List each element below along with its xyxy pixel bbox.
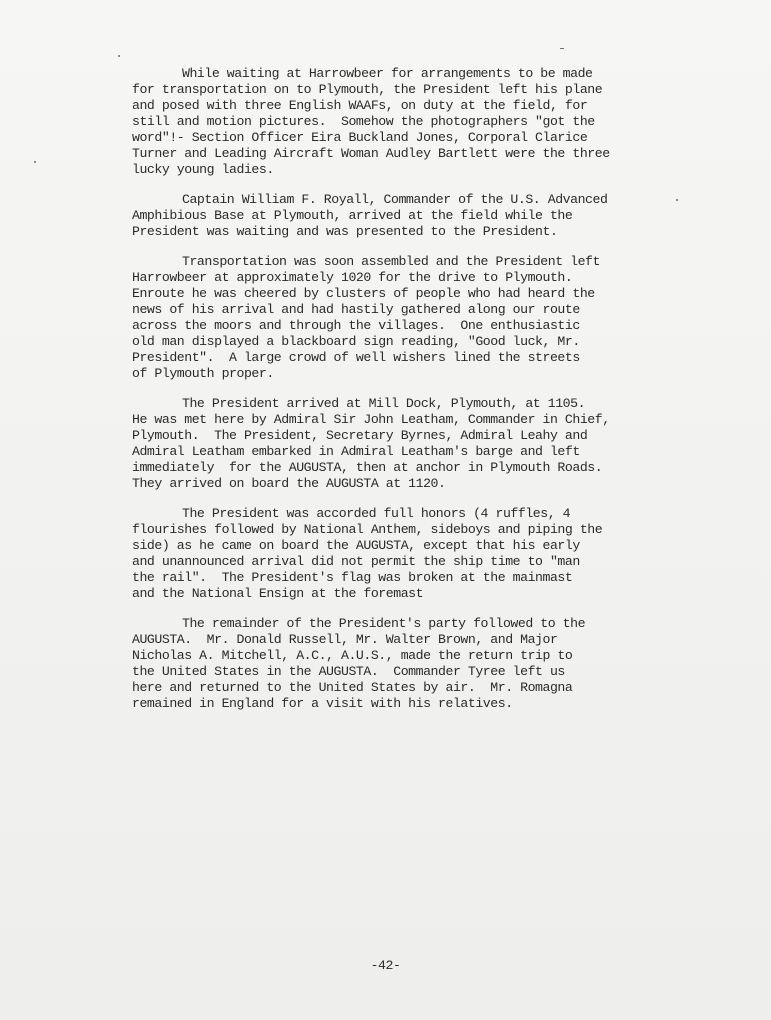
text-line: lucky young ladies.	[132, 162, 274, 177]
paragraph-mill-dock	[132, 396, 652, 492]
text-line: Enroute he was cheered by clusters of people who had heard the	[132, 286, 595, 301]
text-line: of Plymouth proper.	[132, 366, 274, 381]
paragraph-captain-royall	[132, 192, 652, 240]
text-line: remained in England for a visit with his relatives.	[132, 696, 513, 711]
paper-speck	[34, 161, 36, 163]
text-line: and the National Ensign at the foremast	[132, 586, 424, 601]
text-line: the rail". The President's flag was broken at the mainmast	[132, 570, 573, 585]
text-line: immediately for the AUGUSTA, then at anchor in Plymouth Roads.	[132, 460, 603, 475]
text-line: news of his arrival and had hastily gathered along our route	[132, 302, 580, 317]
text-line: While waiting at Harrowbeer for arrangements to be made	[182, 66, 593, 81]
text-line: for transportation on to Plymouth, the President left his plane	[132, 82, 603, 97]
text-line: President was waiting and was presented to the President.	[132, 224, 558, 239]
text-line: Nicholas A. Mitchell, A.C., A.U.S., made the return trip to	[132, 648, 573, 663]
text-line: Admiral Leatham embarked in Admiral Leatham's barge and left	[132, 444, 580, 459]
paragraph-remainder-of-party	[132, 616, 652, 712]
paragraph-drive-to-plymouth	[132, 254, 652, 382]
text-line: Captain William F. Royall, Commander of the U.S. Advanced	[182, 192, 608, 207]
text-line: They arrived on board the AUGUSTA at 1120.	[132, 476, 446, 491]
paper-speck	[560, 48, 564, 49]
text-line: still and motion pictures. Somehow the photographers "got the	[132, 114, 595, 129]
page-number: -42-	[370, 958, 401, 973]
text-line: side) as he came on board the AUGUSTA, except that his early	[132, 538, 580, 553]
text-line: The President arrived at Mill Dock, Plymouth, at 1105.	[182, 396, 586, 411]
text-line: the United States in the AUGUSTA. Commander Tyree left us	[132, 664, 565, 679]
text-line: Plymouth. The President, Secretary Byrnes, Admiral Leahy and	[132, 428, 588, 443]
text-line: AUGUSTA. Mr. Donald Russell, Mr. Walter Brown, and Major	[132, 632, 558, 647]
text-line: across the moors and through the villages. One enthusiastic	[132, 318, 580, 333]
text-line: Amphibious Base at Plymouth, arrived at the field while the	[132, 208, 573, 223]
paper-speck	[676, 199, 678, 201]
text-line: flourishes followed by National Anthem, sideboys and piping the	[132, 522, 603, 537]
text-line: Harrowbeer at approximately 1020 for the drive to Plymouth.	[132, 270, 573, 285]
paragraph-full-honors	[132, 506, 652, 602]
paper-speck	[118, 55, 120, 57]
text-line: and posed with three English WAAFs, on duty at the field, for	[132, 98, 588, 113]
text-line: word"!- Section Officer Eira Buckland Jones, Corporal Clarice	[132, 130, 588, 145]
text-line: The President was accorded full honors (4 ruffles, 4	[182, 506, 571, 521]
document-body	[132, 66, 652, 726]
text-line: President". A large crowd of well wishers lined the streets	[132, 350, 580, 365]
text-line: old man displayed a blackboard sign reading, "Good luck, Mr.	[132, 334, 580, 349]
text-line: here and returned to the United States by air. Mr. Romagna	[132, 680, 573, 695]
text-line: The remainder of the President's party followed to the	[182, 616, 586, 631]
paragraph-harrowbeer-waafs	[132, 66, 652, 178]
text-line: Transportation was soon assembled and the President left	[182, 254, 600, 269]
text-line: and unannounced arrival did not permit the ship time to "man	[132, 554, 580, 569]
text-line: Turner and Leading Aircraft Woman Audley Bartlett were the three	[132, 146, 610, 161]
text-line: He was met here by Admiral Sir John Leatham, Commander in Chief,	[132, 412, 610, 427]
